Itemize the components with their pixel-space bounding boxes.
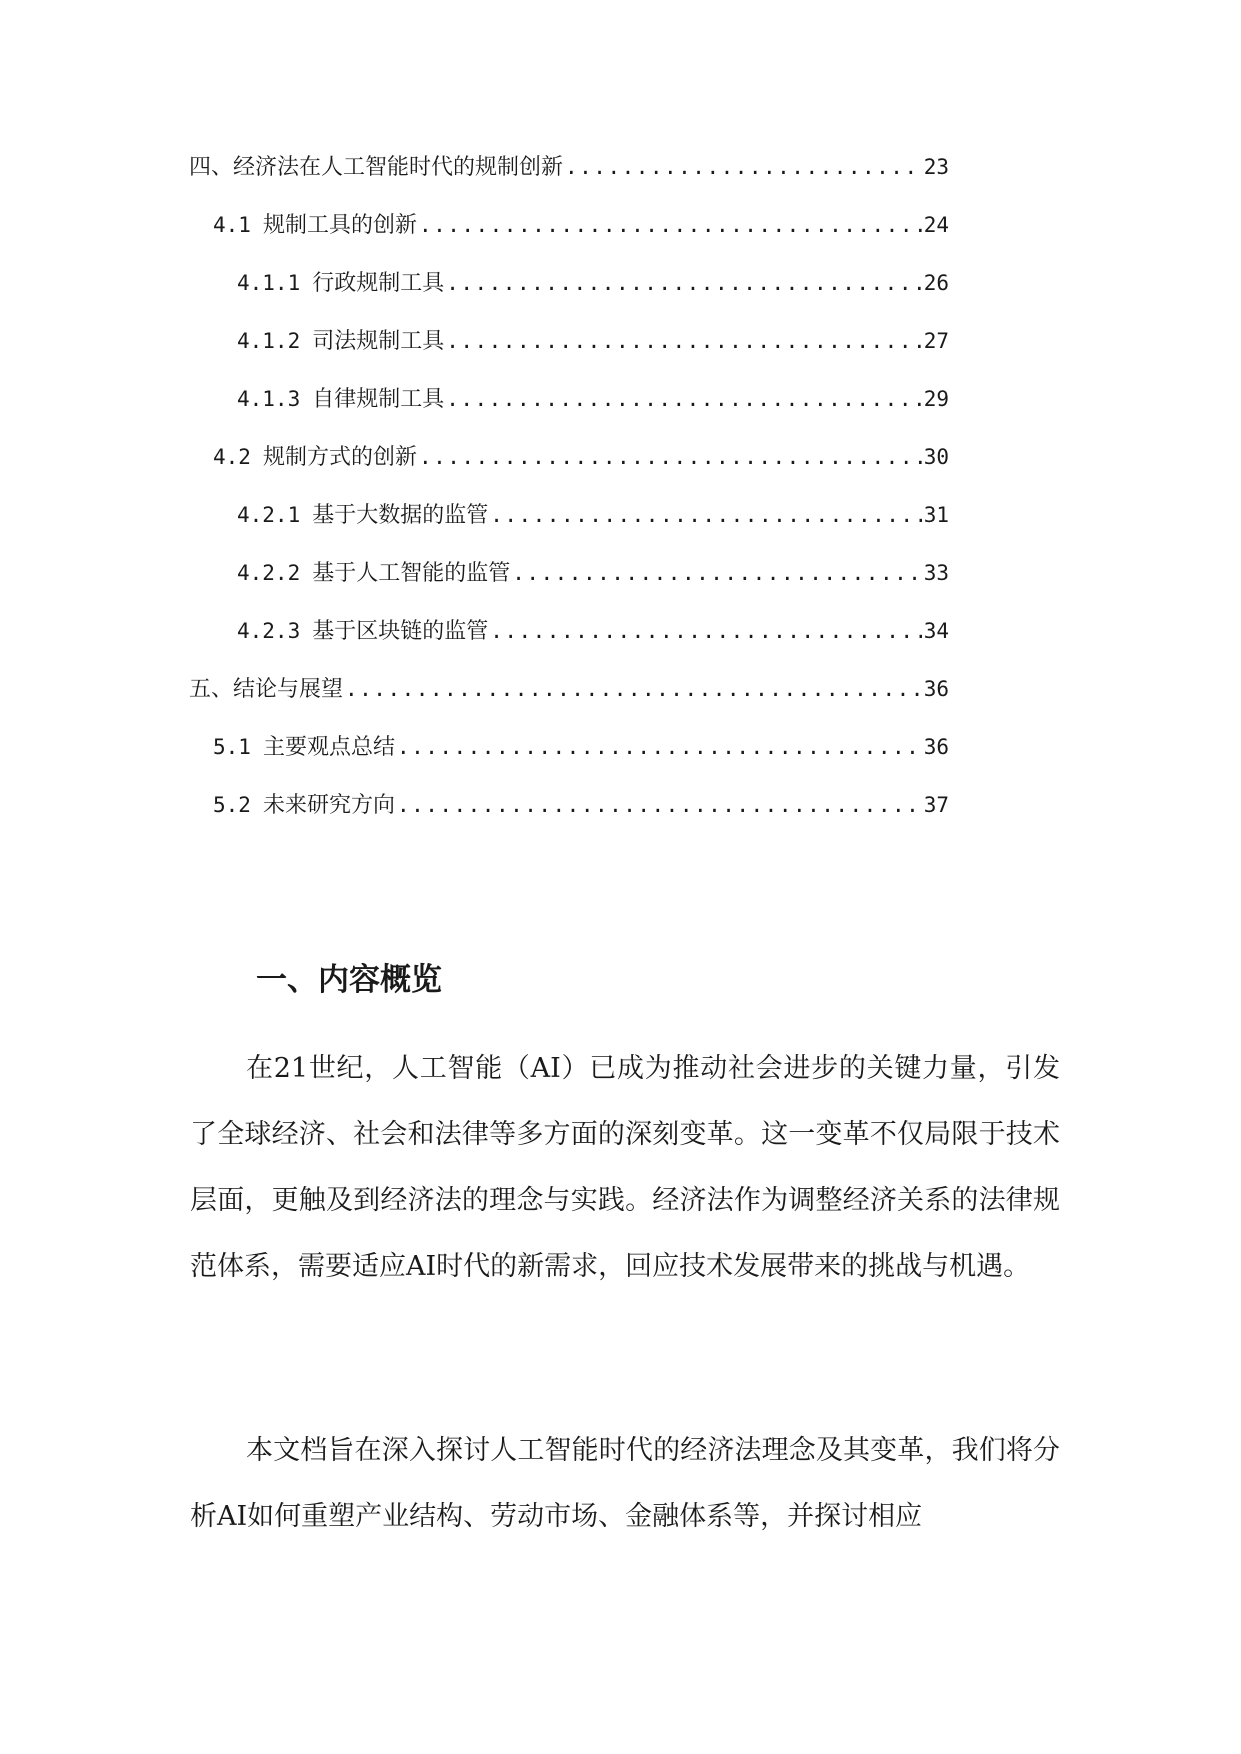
toc-entry-page: 27 bbox=[923, 329, 949, 353]
toc-leader-dots bbox=[490, 614, 921, 648]
toc-entry-page: 36 bbox=[923, 735, 949, 759]
toc-leader-dots bbox=[446, 266, 921, 300]
toc-leader-dots bbox=[512, 556, 921, 590]
toc-entry-page: 26 bbox=[923, 271, 949, 295]
toc-entry-page: 36 bbox=[923, 677, 949, 701]
toc-entry-page: 29 bbox=[923, 387, 949, 411]
toc-entry-page: 24 bbox=[923, 213, 949, 237]
body-paragraph: 本文档旨在深入探讨人工智能时代的经济法理念及其变革，我们将分析AI如何重塑产业结构、劳动市场、金融体系等，并探讨相应 bbox=[190, 1435, 1060, 1532]
toc-entry-page: 34 bbox=[923, 619, 949, 643]
toc-entry-number: 4.2 bbox=[213, 445, 251, 469]
toc-entry-title: 基于区块链的监管 bbox=[312, 619, 489, 644]
toc-entry[interactable] bbox=[237, 498, 949, 532]
toc-entry-number: 4.2.2 bbox=[237, 561, 301, 585]
toc-entry-title: 规制方式的创新 bbox=[262, 445, 417, 470]
body-paragraph: 在21世纪，人工智能（AI）已成为推动社会进步的关键力量，引发了全球经济、社会和法律等多方面的深刻变革。这一变革不仅局限于技术层面，更触及到经济法的理念与实践。经济法作为调整经济关系的法律规范体系，需要适应AI时代的新需求，回应技术发展带来的挑战与机遇。 bbox=[190, 1053, 1060, 1282]
toc-entry-number: 4.1 bbox=[213, 213, 251, 237]
toc-leader-dots bbox=[419, 440, 922, 474]
toc-entry-number: 4.1.2 bbox=[237, 329, 301, 353]
toc-entry-title: 自律规制工具 bbox=[312, 387, 445, 412]
toc-entry-title: 主要观点总结 bbox=[262, 735, 395, 760]
toc-entry-title: 行政规制工具 bbox=[312, 271, 445, 296]
toc-entry-number: 5.2 bbox=[213, 793, 251, 817]
toc-leader-dots bbox=[490, 498, 921, 532]
toc-entry-title: 基于大数据的监管 bbox=[312, 503, 489, 528]
toc-entry[interactable] bbox=[213, 440, 949, 474]
toc-entry-title: 五、结论与展望 bbox=[189, 677, 344, 702]
toc-entry[interactable] bbox=[189, 672, 949, 706]
toc-entry-page: 30 bbox=[923, 445, 949, 469]
toc-entry[interactable] bbox=[213, 208, 949, 242]
toc-entry[interactable] bbox=[237, 614, 949, 648]
toc-entry-number: 4.2.1 bbox=[237, 503, 301, 527]
toc-entry[interactable] bbox=[213, 788, 949, 822]
toc-entry-number: 5.1 bbox=[213, 735, 251, 759]
toc-entry-title: 司法规制工具 bbox=[312, 329, 445, 354]
toc-entry[interactable] bbox=[237, 382, 949, 416]
toc-entry-number: 4.1.1 bbox=[237, 271, 301, 295]
toc-entry-page: 23 bbox=[923, 155, 949, 179]
toc-entry[interactable] bbox=[237, 556, 949, 590]
toc-leader-dots bbox=[446, 382, 921, 416]
toc-leader-dots bbox=[397, 788, 922, 822]
section-heading: 一、内容概览 bbox=[256, 962, 442, 998]
toc-entry[interactable] bbox=[237, 266, 949, 300]
toc-entry-page: 33 bbox=[923, 561, 949, 585]
toc-leader-dots bbox=[345, 672, 922, 706]
toc-leader-dots bbox=[446, 324, 921, 358]
toc-entry-page: 37 bbox=[923, 793, 949, 817]
toc-entry[interactable] bbox=[237, 324, 949, 358]
toc-leader-dots bbox=[565, 150, 922, 184]
toc-entry-number: 4.2.3 bbox=[237, 619, 301, 643]
toc-entry-title: 四、经济法在人工智能时代的规制创新 bbox=[189, 155, 564, 180]
toc-entry-page: 31 bbox=[923, 503, 949, 527]
toc-entry-title: 规制工具的创新 bbox=[262, 213, 417, 238]
toc-leader-dots bbox=[397, 730, 922, 764]
toc-entry[interactable] bbox=[189, 150, 949, 184]
toc-entry-number: 4.1.3 bbox=[237, 387, 301, 411]
toc-entry[interactable] bbox=[213, 730, 949, 764]
toc-leader-dots bbox=[419, 208, 922, 242]
toc-entry-title: 未来研究方向 bbox=[262, 793, 395, 818]
toc-entry-title: 基于人工智能的监管 bbox=[312, 561, 511, 586]
